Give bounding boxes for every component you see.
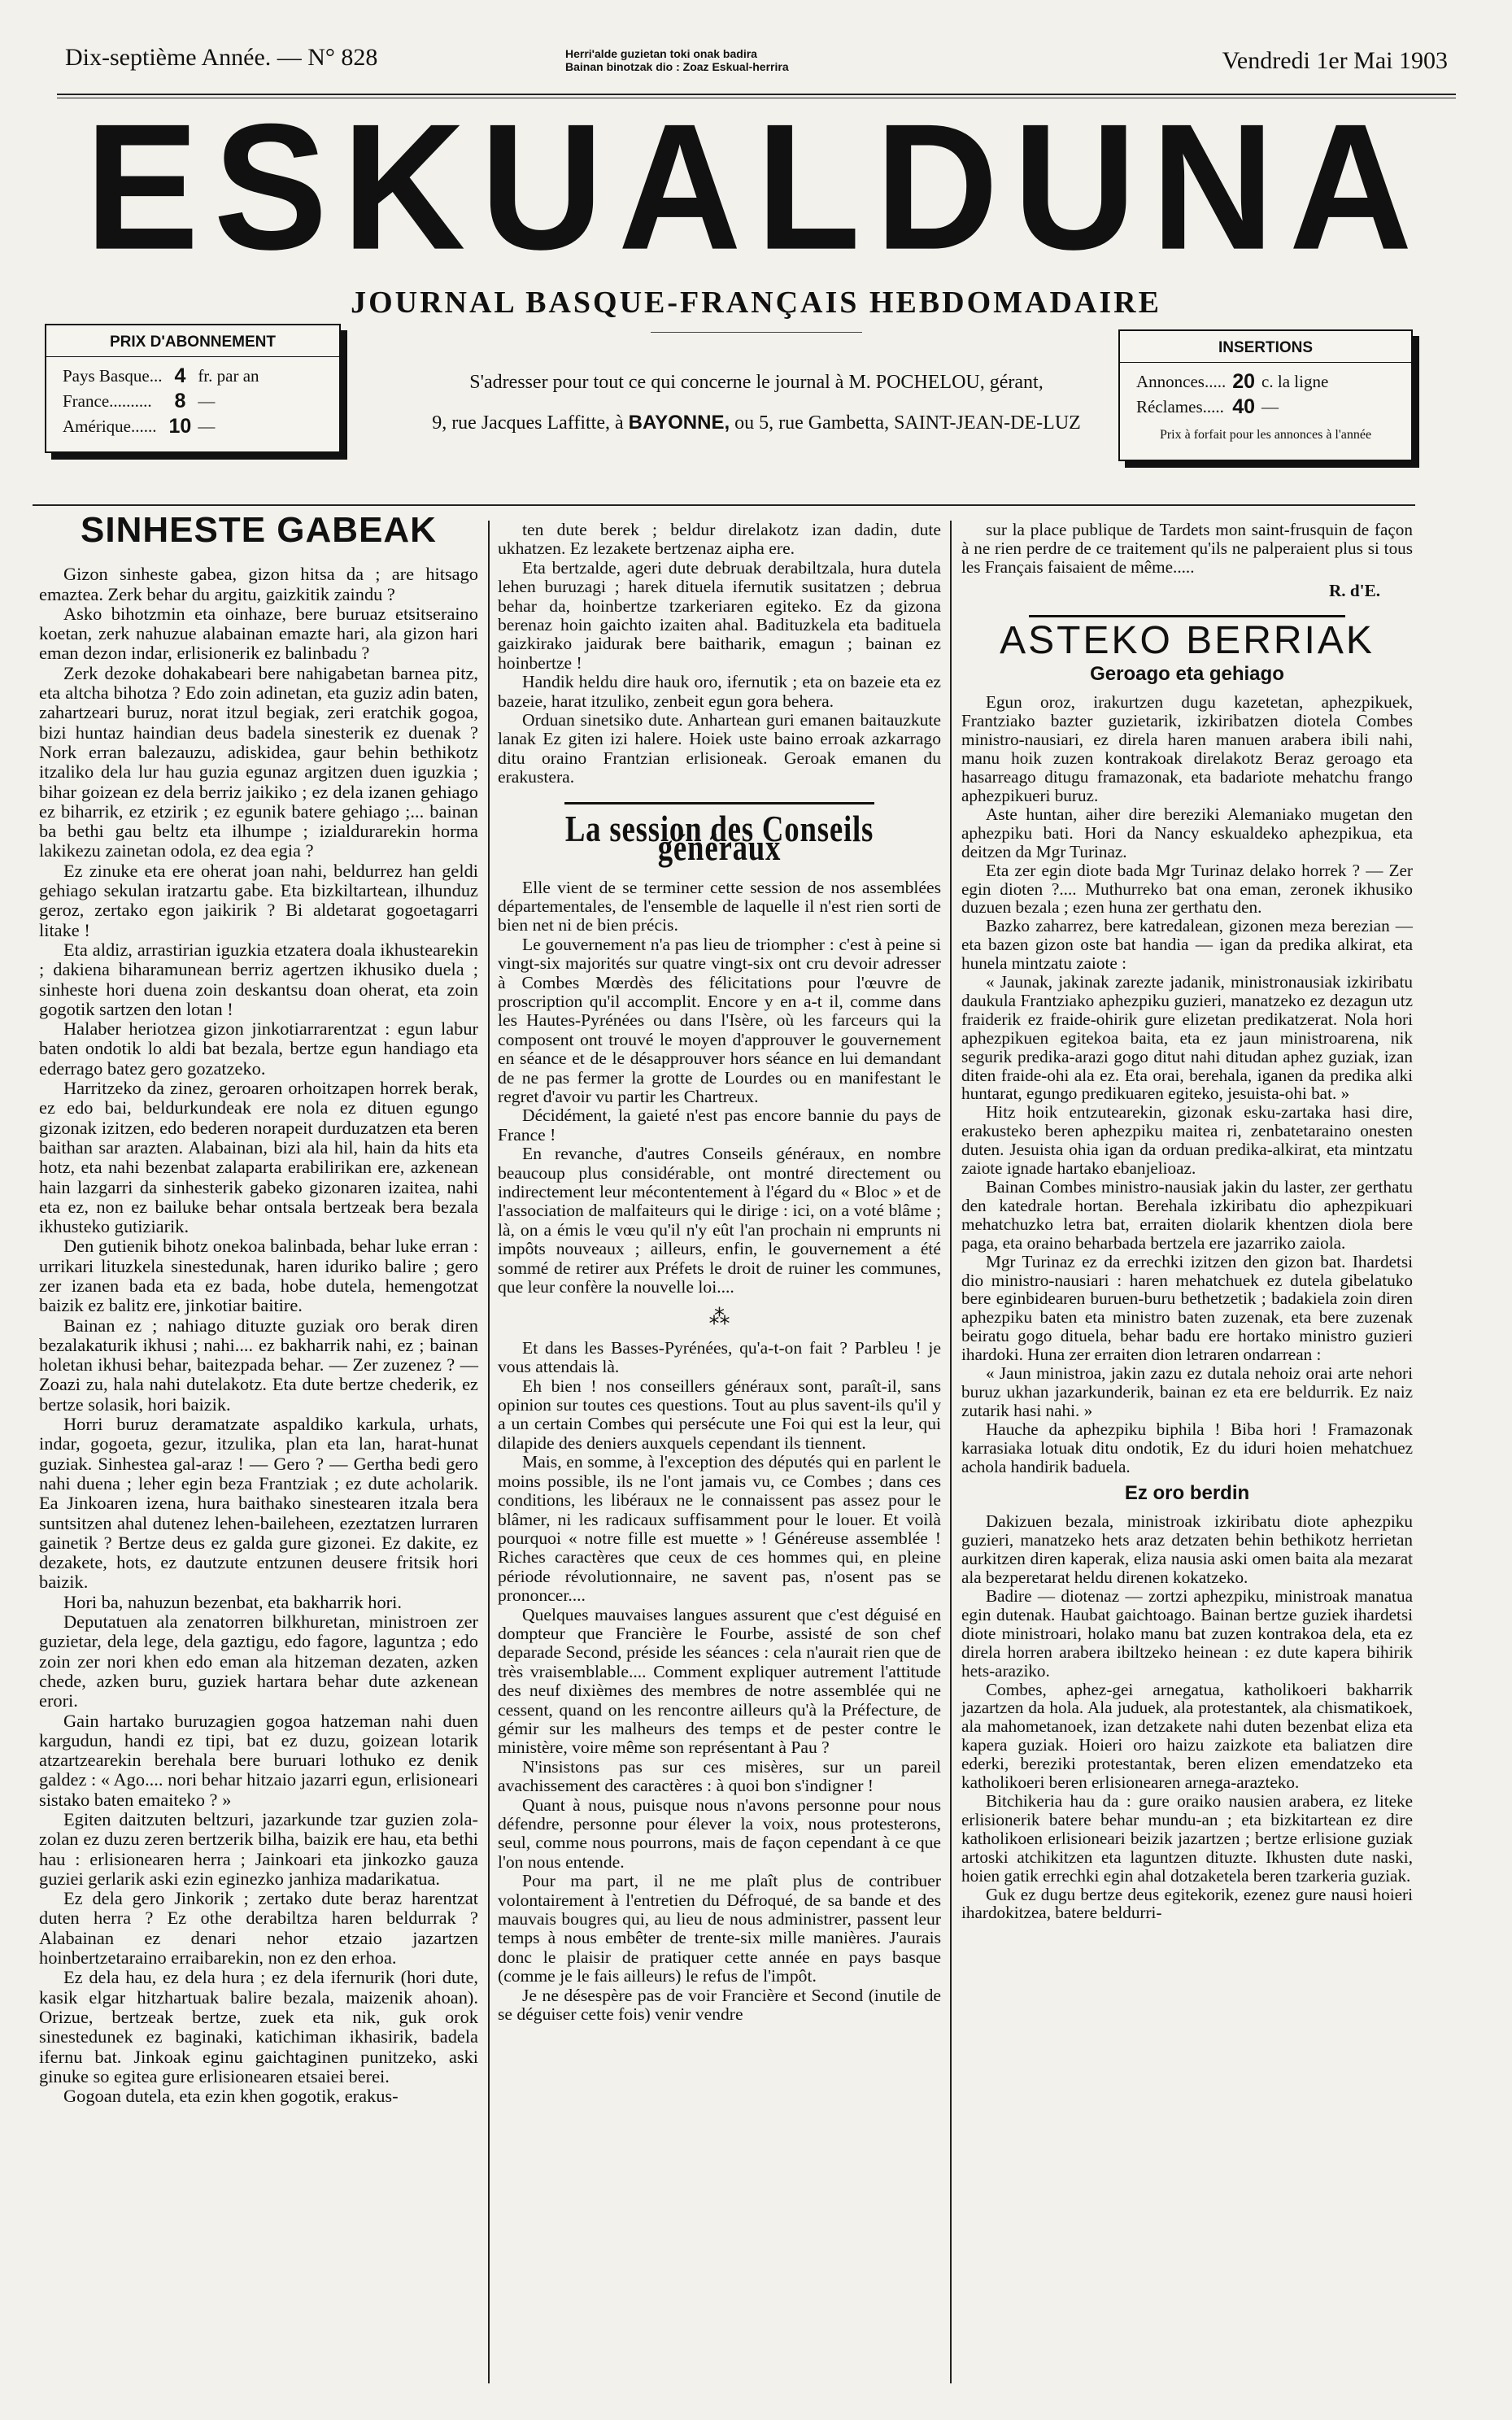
column-3 [961, 521, 1413, 1922]
insertions-label: Réclames..... [1136, 397, 1224, 416]
article-body-session [498, 879, 941, 2025]
subscription-price: 8 [174, 390, 186, 412]
motto-line-2: Bainan binotzak dio : Zoaz Eskual-herrira [565, 60, 789, 73]
paragraph: Elle vient de se terminer cette session de nos assemblées départementales, de l'ensemble de laquelle il n'est rien sorti de bien net ni de bien précis. [498, 877, 941, 935]
paragraph: Bitchikeria hau da : gure oraiko nausien arabera, ez liteke erlisionerik batere behar mundu-an ; eta bizkitartean ez dire katholikoen erlisioneari beizik jazartzen ; bertze erlisione guziak artoski atchikitzen eta laguntzen dituzte. Ikhusten dute naski, hoien gatik errechki egin ahal dotzaketela beren tzarkeria guziak. [961, 1791, 1413, 1886]
paragraph: Asko bihotzmin eta oinhaze, bere buruaz etsitseraino koetan, zerk nahuzue alabainan emazte hari, ala gizon hari eman dezon indar, erlisionerik ez balinbadu ? [39, 603, 478, 664]
paragraph: Aste huntan, aiher dire bereziki Alemaniako mugetan den aphezpiku bati. Hori da Nancy eskualdeko aphezpikua, eta deitzen da Mgr Turinaz. [961, 804, 1413, 861]
subscription-title: PRIX D'ABONNEMENT [46, 325, 339, 357]
news-title: ASTEKO BERRIAK [1000, 618, 1375, 662]
paragraph: ten dute berek ; beldur direlakotz izan dadin, dute ukhatzen. Ez lezakete bertzenaz aipha ere. [498, 520, 941, 559]
address-line-1: S'adresser pour tout ce qui concerne le journal à M. POCHELOU, gérant, [469, 372, 1044, 393]
motto-line-1: Herri'alde guzietan toki onak badira [565, 47, 757, 60]
article-signature: R. d'E. [1329, 580, 1380, 600]
subscription-unit: — [198, 416, 216, 436]
paragraph: Mgr Turinaz ez da errechki izitzen den gizon bat. Ihardetsi dio ministro-nausiari : haren mehatchuek ez dutela gibelatuko bere eginbidearen buruen-buru bethetzetik ; badakiela zoin diren aphezpiku baten eta ministro baten zuzenak, eta bere zuzenak beiratu gogo dituela, behar badu ere hortako ministro guzieri ihardoki. Huna zer erraiten dion letraren ondarrean : [961, 1251, 1413, 1365]
news-section-1-heading: Geroago eta gehiago [1090, 662, 1284, 685]
paragraph: Combes, aphez-gei arnegatua, katholikoeri bakharrik jazartzen da hola. Ala juduek, ala protestantek, ala chismatikoek, ala mahometanoek, izan detzakete nahi duten bezenbat eliza eta kapera guziak. Hoieri oro haizu zaizkote eta baliatzen dire ederki, bereziki protestantak, beren elizen emendatzeko eta katholikoeri beren erlisionearen arnega-arazteko. [961, 1679, 1413, 1793]
subscription-price: 4 [174, 364, 186, 387]
paragraph: N'insistons pas sur ces misères, sur un pareil avachissement des caractères : à quoi bon s'indigner ! [498, 1756, 941, 1796]
paragraph: Badire — diotenaz — zortzi aphezpiku, ministroak manatua egin dutenak. Haubat gaichtoago. Bainan bertze guziek ihardetsi diote ministroari, holako manu bat zuzen kontrakoa dela, eta ez direla horren arabera ibiltzeko heinean : ez dute kapera bihirik hets-araziko. [961, 1586, 1413, 1681]
paragraph: Eta aldiz, arrastirian iguzkia etzatera doala ikhustearekin ; dakiena biharamunean berriz agertzen ikhusiko duela ; sinheste hori duena zoin deskantsu doan oherat, eta zoin gogotik sartzen den lotan ! [39, 939, 478, 1019]
paragraph: Et dans les Basses-Pyrénées, qu'a-t-on fait ? Parbleu ! je vous attendais là. [498, 1337, 941, 1377]
insertions-table [1133, 369, 1331, 420]
paragraph: « Jaunak, jakinak zarezte jadanik, ministronausiak izkiribatu daukula Frantziako aphezpiku guzieri, manatzeko ez dezagun utz fraiderik ez fraide-ohirik gure elizetan predikatzerat. Nola hori aphezpikuen egitekoa baita, eta ez jaun ministroarena, nik segurik predika-arazi gogo ditut nahi ditudan aphez guziak, izan diten fraide-ohi ala ez. Eta orai, berehala, iganen da predika alki huntarat, egungo predikuaren egiteko, jesuista-ohi bat. » [961, 972, 1413, 1104]
subscription-unit: — [198, 391, 216, 411]
subscription-label: Pays Basque... [63, 366, 163, 386]
subscription-label: France.......... [63, 391, 152, 411]
insertions-label: Annonces..... [1136, 372, 1227, 391]
subscription-price: 10 [168, 415, 192, 438]
paragraph: Ez zinuke eta ere oherat joan nahi, beldurrez han geldi gehiago sekulan iratzartu gabe. Eta bizkiltartean, ilhunduz geroz, zertako egon jaikirik ? Bi aldetarat gogoetagarri litake ! [39, 860, 478, 940]
paragraph: Pour ma part, il ne me plaît plus de contribuer volontairement à l'entretien du Défroqué, de sa bande et des mauvais bougres qui, au lieu de nous administrer, passent leur temps à nous embêter de trente-six mille manières. J'aurais donc le plaisir de pratiquer cette année en pays basque (comme je le fais ailleurs) le refus de l'impôt. [498, 1871, 941, 1986]
paragraph: Deputatuen ala zenatorren bilkhuretan, ministroen zer guzietar, dela lege, dela gaztigu, edo fagore, laguntza ; edo zoin zer nori khen edo eman ala hitzeman dezaten, azken chede, azken buru, guziek hartara behar dute azkenean erori. [39, 1611, 478, 1711]
paragraph: Quelques mauvaises langues assurent que c'est déguisé en dompteur que Francière le Fourbe, assisté de son chef deparade Second, préside les séances : cela n'aurait rien que de très vraisemblable.... Comment expliquer autrement l'attitude des neuf dixièmes des membres de notre assemblée qui ne cessent, quand on les rencontre ailleurs qu'à la Préfecture, de gémir sur les malheurs des temps et de pester contre le ministère, voire même son représentant à Pau ? [498, 1604, 941, 1758]
paragraph: Ez dela gero Jinkorik ; zertako dute beraz harentzat duten herra ? Ez othe derabiltza haren beldurrak ? Alabainan ez denari nehor etzaio jazartzen hoinbertzetaraino erraibarekin, non ez den erhoa. [39, 1888, 478, 1969]
address-city: BAYONNE, [628, 412, 730, 434]
insertions-box [1118, 329, 1413, 461]
year-issue: Dix-septième Année. — N° 828 [65, 44, 378, 71]
address-block [358, 362, 1155, 443]
article-body-sinheste [39, 565, 478, 2106]
insertions-row [1133, 395, 1331, 420]
paragraph: Harritzeko da zinez, geroaren orhoitzapen horrek berak, ez edo bai, beldurkundeak ere nola ez dituen egungo gizonak izitzen, edo bederen norapeit durduzatzen eta beren baithan sar arazten. Alabainan, bizi ala hil, hain da hits eta hotz, eta nahi bezenbat zalaparta erabilirikan ere, azkenean hain lazgarri da sinhesterik gabeko gizonaren izaitea, nahi eta ez, non ez bailuke behar ontsala bertzeak bera bezala ikhusteko gutiziarik. [39, 1078, 478, 1237]
asterism-ornament: ⁂ [708, 1306, 730, 1330]
insertions-row [1133, 369, 1331, 395]
subscription-row [59, 389, 263, 414]
article-title-session: La session des Conseils généraux [564, 807, 874, 869]
subscription-row [59, 414, 263, 439]
column-divider-1 [488, 521, 490, 2383]
paragraph: Dakizuen bezala, ministroak izkiribatu diote aphezpiku guzieri, manatzeko hets araz detzaten behin bethikotz herrietan aurkitzen diren kaperak, eliza nausia aski omen baita ala mezarat ala bezperetarat heldu direnen kokatzeko. [961, 1511, 1413, 1588]
article-divider [564, 802, 875, 804]
insertions-price: 20 [1232, 370, 1256, 393]
paragraph: Hitz hoik entzutearekin, gizonak esku-zartaka hasi dire, erakusteko beren aphezpiku maitea ri, zenbatetaraino onesten duten. Jesuista ohia igan da orduan predika-alkirat, eta mintzatu zaiote ignade hartako ebanjelioaz. [961, 1102, 1413, 1179]
paragraph: Bainan Combes ministro-nausiak jakin du laster, zer gerthatu den katedrale hortan. Berehala izkiribatu dio aphezpikuari mehatchuzko letra bat, erraiten diolarik khentzen diola bere paga, eta oraino beharbada bertzela ere jazarriko zaiola. [961, 1177, 1413, 1253]
paragraph: Orduan sinetsiko dute. Anhartean guri emanen baitauzkute lanak Ez giten izi halere. Hoiek uste baino erroak azkarrago ditu oraino Frantzian erlisioneak. Geroak emanen du erakustera. [498, 710, 941, 787]
paragraph: Mais, en somme, à l'exception des députés qui en parlent le moins possible, ils ne l'ont jamais vu, ce Combes ; dans ces conditions, les libéraux ne le connaissent pas assez pour le blâmer, ni les radicaux suffisamment pour le louer. Et voilà pourquoi « notre fille est muette » ! Généreuse assemblée ! Riches caractères que ceux de ces hommes qui, en pleine période révolutionnaire, ne savent pas, n'osent pas se prononcer.... [498, 1452, 941, 1606]
address-branch: ou 5, rue Gambetta, SAINT-JEAN-DE-LUZ [734, 412, 1081, 434]
paragraph: Hori ba, nahuzun bezenbat, eta bakharrik hori. [63, 1591, 402, 1612]
paragraph: Eta zer egin diote bada Mgr Turinaz delako horrek ? — Zer egin dioten ?.... Muthurreko bat ona eman, zeronek ikhusiko duzuen bezala ; ezen huna zer gerthatu den. [961, 860, 1413, 918]
subscription-row [59, 364, 263, 389]
article-divider [1029, 615, 1345, 617]
paragraph: Egun oroz, irakurtzen dugu kazetetan, aphezpikuek, Frantziako bazter guzietarik, izkiribatzen diotela Combes ministro-nausiari, ez direla haren manuen arabera ibili nahi, manu hoik zuzen kontrakoak direlakotz Beraz geroago eta hasarreago ditugu framazonak, eta badariote mehatchu frango aphezpikueri buruz. [961, 692, 1413, 805]
column-1 [39, 510, 478, 2107]
paragraph: Bazko zaharrez, bere katredalean, gizonen meza berezian — eta bazen gizon oste bat handia — igan da predika alkirat, eta hunela mintzatu zaiote : [961, 916, 1413, 974]
column-2 [498, 521, 941, 2024]
insertions-unit: c. la ligne [1261, 372, 1329, 391]
paragraph: En revanche, d'autres Conseils généraux, en nombre beaucoup plus considérable, ont montré directement ou indirectement leur mécontentement à l'égard du « Bloc » et de l'association de malfaiteurs qui le dirige : ici, on a voté blâme ; là, on a émis le vœu qu'il n'y eût l'an prochain ni emprunts ni impôts nouveaux ; ailleurs, enfin, le gouvernement a été sommé de retirer aux Préfets le droit de ruiner les communes, que leur confère la nouvelle loi.... [498, 1144, 941, 1297]
paragraph: Den gutienik bihotz onekoa balinbada, behar luke erran : urrikari lituzkela sinestedunak, haren iduriko balire ; gero zer izanen bada eta ez bada, hobe dutela, hemengotzat baizik ez balitz ere, jinkotiar baitire. [39, 1236, 478, 1316]
paragraph: « Jaun ministroa, jakin zazu ez dutala nehoiz orai arte nehori buruz ukhan jazarkunderik, bainan ez eta ere beldurrik. Ez naiz zutarik hasi nahi. » [961, 1363, 1413, 1420]
subscription-unit: fr. par an [198, 366, 259, 386]
paragraph: Handik heldu dire hauk oro, ifernutik ; eta on bazeie eta ez bazeie, harat itzuliko, zenbeit egun gora behera. [498, 672, 941, 711]
header-topline [65, 41, 1448, 89]
article-title-sinheste: SINHESTE GABEAK [81, 510, 437, 550]
section-rule [33, 504, 1415, 506]
column-divider-2 [950, 521, 952, 2383]
address-street: 9, rue Jacques Laffitte, à [432, 412, 624, 434]
news-section-2-body [961, 1512, 1413, 1922]
paragraph: Quant à nous, puisque nous n'avons personne pour nous défendre, personne pour élever la voix, nous protesterons, seul, comme nous pourrons, mais de façon cependant à ce que l'on nous entende. [498, 1794, 941, 1872]
paragraph: Guk ez dugu bertze deus egitekorik, ezenez gure nausi hoieri ihardokitzea, batere beldurri- [961, 1884, 1413, 1923]
masthead-subtitle: JOURNAL BASQUE-FRANÇAIS HEBDOMADAIRE [351, 286, 1161, 320]
paragraph: Ez dela hau, ez dela hura ; ez dela ifernurik (hori dute, kasik elgar hitzhartuak balire bezala, maizenik ahoan). Orizue, bertzeak bertze, zuek eta nik, guk orok sinestedunek ez baginaki, katichiman ikhasirik, badela ifernu bat. Jinkoak eginu gaichtaginen punitzeko, aski ginuke so egitea gure erlisionearen etsaiei berei. [39, 1967, 478, 2086]
subscription-table [59, 364, 263, 439]
paragraph: Gain hartako buruzagien gogoa hatzeman nahi duen kargudun, handi ez tipi, bat ez duzu, goizean lotarik atzartzearekin berehala bere buruari lothuko ez denik galdez : « Ago.... nori behar hitzaio jazarri egun, erlisioneari sistako baten emaiteko ? » [39, 1710, 478, 1810]
paragraph: Le gouvernement n'a pas lieu de triompher : c'est à peine si vingt-six majorités sur quatre vingt-six ont cru devoir adresser à Combes Mœrdès des félicitations pour l'œuvre de proscription qu'il accomplit. Encore y en a-t il, comme dans les Hautes-Pyrénées ou dans l'Isère, où les farceurs qui la composent ont trouvé le moyen d'approuver le gouvernement en séance et de le désapprouver hors séance en lui demandant de ne pas fermer la grotte de Lourdes ou en manifestant le regret d'avoir vu partir les Chartreux. [498, 934, 941, 1106]
paragraph: Décidément, la gaieté n'est pas encore bannie du pays de France ! [498, 1105, 941, 1145]
paragraph: Gogoan dutela, eta ezin khen gogotik, erakus- [63, 2086, 399, 2107]
paragraph: Eta bertzalde, ageri dute debruak derabiltzala, hura dutela lehen buruzagi ; harek dituela ifernutik susitatzen ; debrua behar da, hoinbertze tzarkeriaren egiteko. Ez da gizona berenaz hoin gaichto izaiten ahal. Badituzkela eta badituela gaizkirako jaidurak bere baitharik, emagun ; bainan ez hoinbertze ! [498, 557, 941, 673]
insertions-price: 40 [1232, 395, 1256, 418]
subscription-label: Amérique...... [63, 416, 157, 436]
paragraph: Bainan ez ; nahiago dituzte guziak oro berak diren bezalakaturik ikhusi ; nahi.... ez bakharrik nahi, ez ; bainan holetan ikhusi behar, baitezpada behar. — Zer zuzenez ? — Zoazi zu, hala nahi dutelakotz. Eta dute bertze chederik, ez bertze solasik, hori baizik. [39, 1315, 478, 1415]
issue-date: Vendredi 1er Mai 1903 [1222, 47, 1448, 74]
news-section-1-body [961, 693, 1413, 1476]
paragraph: Hauche da aphezpiku biphila ! Biba hori ! Framazonak karrasiaka lotuak ditu ondotik, Ez du iduri hoien mehatchuez achola handirik baduela. [961, 1419, 1413, 1476]
article-tail: sur la place publique de Tardets mon saint-frusquin de façon à ne rien perdre de ce traitement qu'ils ne palperaient plus si tous les Français faisaient de même..... [961, 520, 1413, 577]
insertions-unit: — [1261, 397, 1279, 416]
insertions-title: INSERTIONS [1120, 331, 1411, 363]
paragraph: Horri buruz deramatzate aspaldiko karkula, urhats, indar, gogoeta, gezur, itzulika, plan eta lan, harat-hunat guziak. Sinhestea gal-araz ! — Gero ? — Gertha bedi gero nahi duena ; leher egin beza Frantziak ; ez dute acholarik. Ea Jinkoaren izena, hura baithako sinestearen itzala bera suntsitzen ahal dutenez lehen-baileheen, ezeztatzen lurraren gainetik ? Bertze deus ez galda gure gizonei. Ez dakite, ez dezakete, hots, ez dautzute entzunen deusere fritsik hori baizik. [39, 1414, 478, 1593]
insertions-note: Prix à forfait pour les annonces à l'année [1159, 428, 1372, 442]
address-line-2 [358, 403, 1155, 443]
masthead-title: ESKUALDUNA [85, 86, 1427, 287]
paragraph: Je ne désespère pas de voir Francière et Second (inutile de se déguiser cette fois) venir vendre [498, 1985, 941, 2025]
news-section-2-heading: Ez oro berdin [1124, 1481, 1250, 1504]
article-continued [498, 521, 941, 787]
paragraph: Zerk dezoke dohakabeari bere nahigabetan barnea pitz, eta altcha bihotza ? Edo zoin adinetan, eta guziz adin baten, zahartzeari buruz, norat itzul begiak, zeri eratchik gogoa, bizi huntaz haindian deus badela sinesterik ez duenak ? Nork erran balezauzu, adiskidea, gaur behin bethikotz itzaliko dela lur hau guzia egunaz argitzen duen iguzkia ; bihar goizean ez dela berriz jaikiko ; ez dela izanen gehiago ez biharrik, ez etzirik ; ez egunik batere gehiago ;... bainan ba bethi gau beltz eta ilhumpe ; izialdurarekin horma lakikezu zainetan odola, ez dea egia ? [39, 662, 478, 861]
subtitle-rule [651, 332, 862, 333]
paragraph: Eh bien ! nos conseillers généraux sont, paraît-il, sans opinion sur toutes ces questions. Tout au plus savent-ils qu'il y a un certain Combes qui persécute une Foi qui est la leur, qui dilapide des deniers auxquels cependant ils tiennent. [498, 1376, 941, 1453]
motto [565, 47, 789, 73]
paragraph: Egiten daitzuten beltzuri, jazarkunde tzar guzien zola-zolan ez duzu zeren bertzerik bilha, baizik ere hau, eta bethi hau : erlisionearen herra ; Jainkoari eta jinkozko gauza guziei gerlarik aski ezin eginezko janhiza madarikatua. [39, 1809, 478, 1889]
paragraph: Halaber heriotzea gizon jinkotiarrarentzat : egun labur baten ondotik lo aldi bat bezala, bertze egun handiago eta ederrago batez gero gozatzeko. [39, 1018, 478, 1079]
paragraph: Gizon sinheste gabea, gizon hitsa da ; are hitsago emaztea. Zerk behar du argitu, gaizkitik zaindu ? [39, 564, 478, 604]
subscription-box [45, 324, 341, 453]
